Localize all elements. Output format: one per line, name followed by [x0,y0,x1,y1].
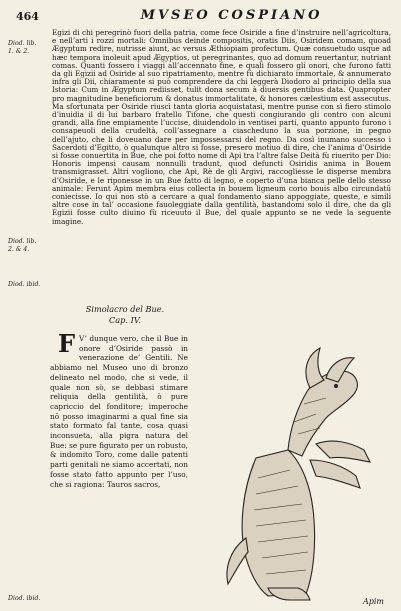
paragraph: Egizi di chi peregrinò fuori della patria, come fece Osiride a fine d’instruire nell’agricoltura, e nell’arti i rozzi mortali: Omnibus deinde compositis, oratis Diis, Osiridem comam, quoad Ægyptum redire, nutrisse aiunt, ac versus Æthiopiam profectum. Quæ consuetudo usque ad hæc tempora inoleuit apud Ægyptios, ut peregrinantes, quo ad domum reuertantur, nutriant comas. Quanti fossero i viaggi all’accennato fine, e quali fossero gli onori, che furono fatti da gli Egizii ad Osiride al suo ripatriamento, mentre fù dichiarato immortale, & annumerato infra gli Dii, chiaramente si può comprendere da chi leggerà Diodoro al principio della sua Istoria: Cum in Ægyptum rediisset, tulit dona secum à diuersis gentibus data. Quapropter pro magnitudine beneficiorum & donatus immortalitate, & honores cælestium est assecutus. Ma sfortunata per Osiride riuscì tanta gloria acquistatasi, mentre punse con sì fiero stimolo d’inuidia il di lui barbaro fratello Tifone, che questi congiurando gli contro con alcuni grandi, alla fine empiamente l’uccise, diuidendolo in ventisei parti, quanto appunto furono i consapeuoli della crudeltà, coll’assegnare a ciascheduno la sua porzione, in pegno dell’ajuto, che li doveuano dare per impossessarsi del regno. Da così inumano successo i Sacerdoti d’Egitto, ò qualunque altro si fosse, presero motiuo di dire, che l’anima d’Osiride si fosse conuertita in Bue, che poi fotto nome di Api tra l’altre false Deità fù riuerito per Dio: Honoris impensi causam nonnulli tradunt, quod defuncti Osiridis anima in Bouem transmigrasset. Altri vogliono, che Api, Rè de gli Argivi, raccogliesse le disperse membra d’Osiride, e le riponesse in un Bue fatto di legno, e coperto d’una bianca pelle dello stesso animale: Ferunt Apim membra eius collecta in bouem ligneum corio bouis albo circundatū coniecisse. Io qui non stò a cercare a qual fondamento siano appoggiate, queste, e simili altre cose in tal’ occasione fauoleggiate dalla gentilità, bastandomi solo il dire, che da gli Egizii fosse culto diuino fù riceuuto il Bue, del quale appunto se ne vede la seguente imagine. [52,28,391,226]
margin-note: Diod. ibid. [8,281,41,288]
bull-body [242,450,314,596]
column-text [50,329,188,489]
bull-engraving [198,338,396,604]
column-paragraph: V’ dunque vero, che il Bue in onore d’Osiride passò in venerazione de’ Gentili. Ne abbiamo nel Museo uno di bronzo delineato nel modo, che si vede, il quale non sò, se debbasi stimare reliquia della gentilità, ò pure capriccio del fonditore; imperoche nō posso imaginarmi a qual fine sia stato formato fal tante, cosa quasi inconsueta, alla pigra natura del Bue: se pure figurato per un robusto, & indomito Toro, come dalle patenti parti genitali ne siamo accertati, non fosse stato fatto appunto per l’uso, che si ragiona: Tauros sacros, [50,334,188,489]
section-heading [70,304,180,326]
bull-eye [334,384,338,388]
drop-cap: F [58,329,76,358]
page-number: 464 [16,10,39,23]
bull-foreleg [310,460,360,488]
body-text [52,29,391,226]
chapter-label: Cap. IV. [109,315,141,325]
bull-foreleg [316,441,370,462]
running-head: MVSEO COSPIANO [140,8,323,23]
figure-caption: Apim [362,597,384,606]
margin-note: Diod. lib. 1. & 2. [8,40,37,55]
margin-note: Diod. lib. 2. & 4. [8,238,37,253]
page-header [16,8,387,26]
bull-tail [227,538,248,584]
margin-note: Diod. ibid. [8,595,41,602]
section-title: Simolacro del Bue. [85,304,165,314]
bull-horn [306,348,324,388]
